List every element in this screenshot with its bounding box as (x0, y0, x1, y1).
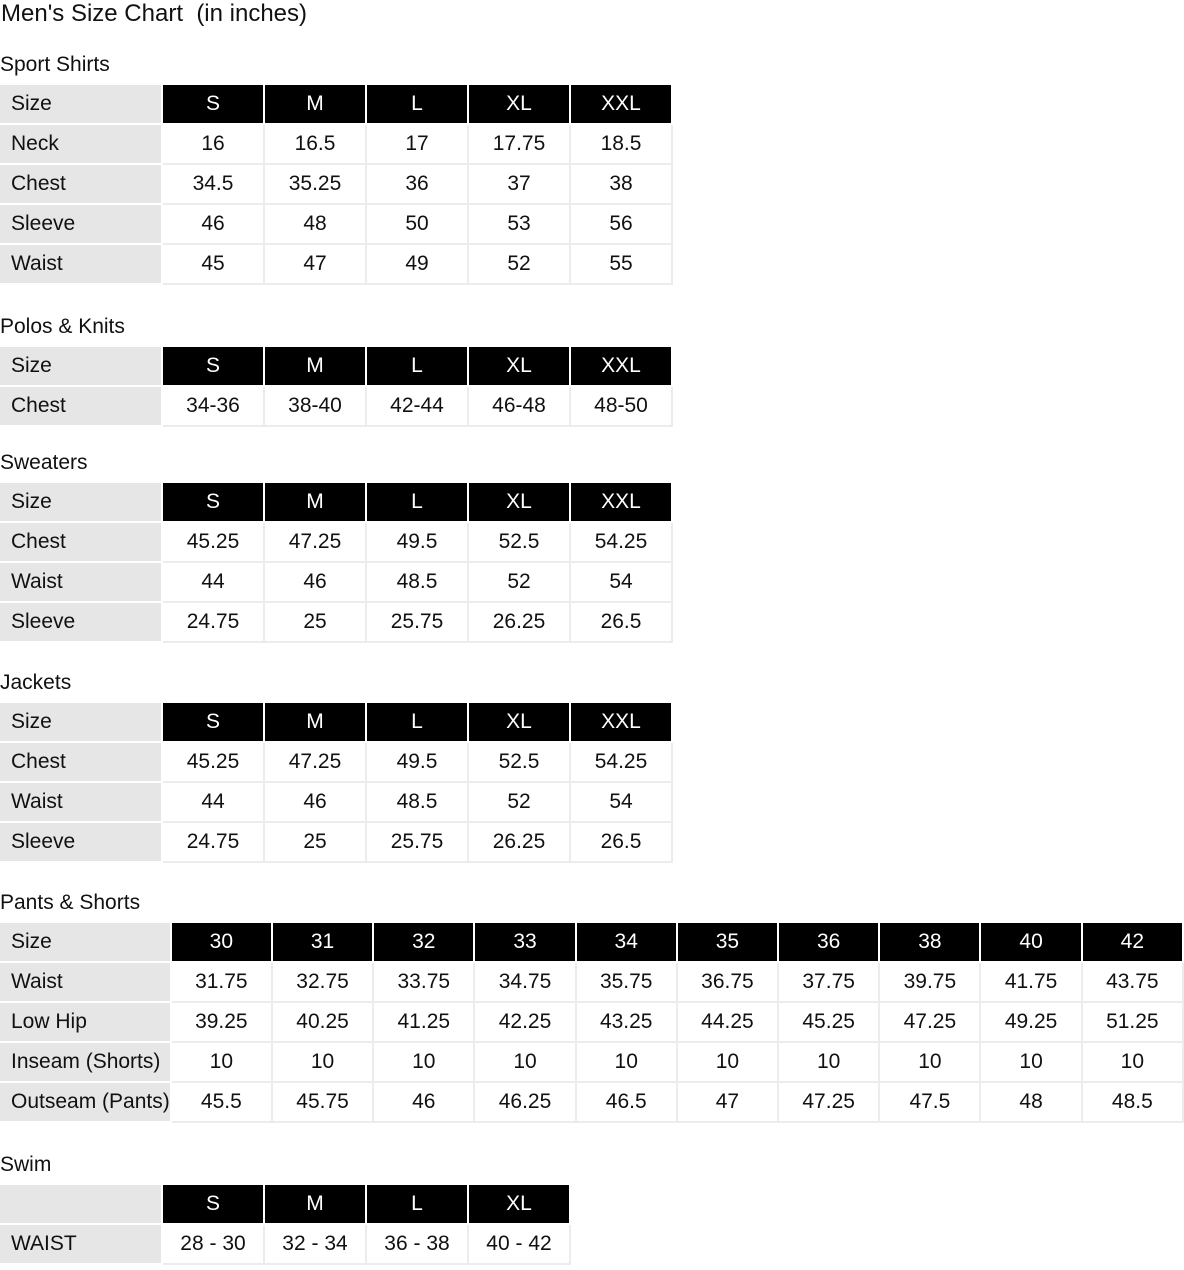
size-column-header: M (265, 703, 367, 743)
measurement-value: 52.5 (469, 523, 571, 563)
size-column-header: XL (469, 703, 571, 743)
measurement-value: 16 (163, 125, 265, 165)
measurement-value: 45.25 (163, 743, 265, 783)
table-row (0, 523, 673, 563)
size-table-pants-shorts (0, 923, 1184, 1123)
size-header-label: Size (0, 483, 163, 523)
measurement-value: 34-36 (163, 387, 265, 427)
measurement-value: 53 (469, 205, 571, 245)
measurement-value: 51.25 (1083, 1003, 1184, 1043)
size-column-header: XXL (571, 483, 673, 523)
measurement-value: 48.5 (367, 563, 469, 603)
size-column-header: 30 (172, 923, 273, 963)
size-column-header: XXL (571, 703, 673, 743)
section-title-swim: Swim (0, 1153, 52, 1176)
size-header-row (0, 483, 673, 523)
size-column-header: S (163, 1185, 265, 1225)
measurement-value: 36 (367, 165, 469, 205)
section-title-polos-knits: Polos & Knits (0, 315, 125, 338)
measurement-value: 28 - 30 (163, 1225, 265, 1265)
measurement-value: 45 (163, 245, 265, 285)
measurement-label: Waist (0, 963, 172, 1003)
table-row (0, 1083, 1184, 1123)
measurement-value: 34.5 (163, 165, 265, 205)
table-row (0, 783, 673, 823)
size-column-header: 40 (981, 923, 1082, 963)
measurement-value: 25 (265, 603, 367, 643)
size-table-swim (0, 1185, 571, 1265)
measurement-value: 25 (265, 823, 367, 863)
size-column-header: S (163, 85, 265, 125)
measurement-value: 46-48 (469, 387, 571, 427)
table-row (0, 165, 673, 205)
measurement-value: 37.75 (779, 963, 880, 1003)
measurement-value: 46 (265, 563, 367, 603)
measurement-value: 26.25 (469, 603, 571, 643)
measurement-value: 48 (265, 205, 367, 245)
size-table-sport-shirts (0, 85, 673, 285)
measurement-value: 45.25 (779, 1003, 880, 1043)
table-row (0, 963, 1184, 1003)
measurement-value: 46.25 (475, 1083, 576, 1123)
measurement-label: Chest (0, 523, 163, 563)
measurement-value: 56 (571, 205, 673, 245)
table-row (0, 823, 673, 863)
measurement-value: 10 (1083, 1043, 1184, 1083)
size-header-row (0, 923, 1184, 963)
size-header-label: Size (0, 347, 163, 387)
measurement-value: 25.75 (367, 603, 469, 643)
size-header-row (0, 703, 673, 743)
size-column-header: S (163, 703, 265, 743)
measurement-value: 49 (367, 245, 469, 285)
measurement-value: 41.75 (981, 963, 1082, 1003)
measurement-value: 32.75 (273, 963, 374, 1003)
measurement-label: WAIST (0, 1225, 163, 1265)
measurement-label: Waist (0, 563, 163, 603)
table-row (0, 1003, 1184, 1043)
measurement-value: 37 (469, 165, 571, 205)
measurement-value: 38-40 (265, 387, 367, 427)
size-column-header: XL (469, 1185, 571, 1225)
measurement-value: 10 (779, 1043, 880, 1083)
size-header-label: Size (0, 85, 163, 125)
measurement-value: 54.25 (571, 523, 673, 563)
size-column-header: M (265, 1185, 367, 1225)
measurement-label: Low Hip (0, 1003, 172, 1043)
measurement-value: 54 (571, 563, 673, 603)
measurement-label: Chest (0, 743, 163, 783)
measurement-value: 16.5 (265, 125, 367, 165)
size-header-row (0, 347, 673, 387)
measurement-value: 48.5 (1083, 1083, 1184, 1123)
measurement-value: 32 - 34 (265, 1225, 367, 1265)
measurement-value: 26.25 (469, 823, 571, 863)
size-column-header: 32 (374, 923, 475, 963)
table-row (0, 245, 673, 285)
table-row (0, 1225, 571, 1265)
size-column-header: 38 (880, 923, 981, 963)
size-header-label (0, 1185, 163, 1225)
table-row (0, 387, 673, 427)
size-column-header: 36 (779, 923, 880, 963)
measurement-value: 46 (163, 205, 265, 245)
measurement-value: 24.75 (163, 603, 265, 643)
measurement-label: Waist (0, 245, 163, 285)
measurement-value: 26.5 (571, 603, 673, 643)
measurement-value: 45.25 (163, 523, 265, 563)
measurement-value: 10 (374, 1043, 475, 1083)
measurement-value: 41.25 (374, 1003, 475, 1043)
measurement-value: 50 (367, 205, 469, 245)
measurement-value: 44.25 (678, 1003, 779, 1043)
measurement-value: 40 - 42 (469, 1225, 571, 1265)
measurement-value: 47 (678, 1083, 779, 1123)
measurement-value: 25.75 (367, 823, 469, 863)
measurement-value: 54.25 (571, 743, 673, 783)
size-header-label: Size (0, 703, 163, 743)
size-column-header: L (367, 1185, 469, 1225)
measurement-value: 47.25 (880, 1003, 981, 1043)
measurement-value: 52 (469, 783, 571, 823)
measurement-value: 49.5 (367, 523, 469, 563)
measurement-value: 47.5 (880, 1083, 981, 1123)
size-column-header: XXL (571, 85, 673, 125)
measurement-value: 26.5 (571, 823, 673, 863)
measurement-value: 52.5 (469, 743, 571, 783)
measurement-value: 52 (469, 245, 571, 285)
size-column-header: XL (469, 483, 571, 523)
size-header-label: Size (0, 923, 172, 963)
measurement-label: Outseam (Pants) (0, 1083, 172, 1123)
size-column-header: L (367, 347, 469, 387)
measurement-value: 17 (367, 125, 469, 165)
measurement-value: 33.75 (374, 963, 475, 1003)
section-title-pants-shorts: Pants & Shorts (0, 891, 141, 914)
size-column-header: M (265, 347, 367, 387)
measurement-label: Sleeve (0, 823, 163, 863)
measurement-value: 49.5 (367, 743, 469, 783)
measurement-value: 46 (374, 1083, 475, 1123)
page-title: Men's Size Chart (in inches) (1, 0, 308, 27)
measurement-value: 46.5 (577, 1083, 678, 1123)
measurement-value: 10 (475, 1043, 576, 1083)
measurement-value: 18.5 (571, 125, 673, 165)
measurement-label: Chest (0, 165, 163, 205)
measurement-label: Sleeve (0, 205, 163, 245)
size-column-header: 33 (475, 923, 576, 963)
measurement-value: 48 (981, 1083, 1082, 1123)
size-column-header: L (367, 703, 469, 743)
measurement-label: Neck (0, 125, 163, 165)
measurement-value: 44 (163, 563, 265, 603)
measurement-value: 10 (273, 1043, 374, 1083)
table-row (0, 603, 673, 643)
measurement-value: 10 (981, 1043, 1082, 1083)
size-column-header: S (163, 483, 265, 523)
size-header-row (0, 85, 673, 125)
measurement-value: 10 (880, 1043, 981, 1083)
measurement-value: 47.25 (265, 523, 367, 563)
size-column-header: M (265, 483, 367, 523)
measurement-value: 49.25 (981, 1003, 1082, 1043)
size-column-header: XXL (571, 347, 673, 387)
size-column-header: 34 (577, 923, 678, 963)
measurement-value: 42-44 (367, 387, 469, 427)
measurement-value: 55 (571, 245, 673, 285)
measurement-value: 38 (571, 165, 673, 205)
measurement-value: 46 (265, 783, 367, 823)
measurement-value: 24.75 (163, 823, 265, 863)
measurement-value: 45.5 (172, 1083, 273, 1123)
measurement-value: 48-50 (571, 387, 673, 427)
measurement-value: 10 (678, 1043, 779, 1083)
measurement-label: Inseam (Shorts) (0, 1043, 172, 1083)
measurement-value: 31.75 (172, 963, 273, 1003)
measurement-value: 43.75 (1083, 963, 1184, 1003)
size-table-polos-knits (0, 347, 673, 427)
measurement-value: 47.25 (265, 743, 367, 783)
measurement-value: 40.25 (273, 1003, 374, 1043)
size-column-header: S (163, 347, 265, 387)
section-title-sweaters: Sweaters (0, 451, 88, 474)
measurement-value: 10 (172, 1043, 273, 1083)
table-row (0, 563, 673, 603)
table-row (0, 125, 673, 165)
size-column-header: 42 (1083, 923, 1184, 963)
size-column-header: 35 (678, 923, 779, 963)
measurement-value: 44 (163, 783, 265, 823)
measurement-value: 39.75 (880, 963, 981, 1003)
size-header-row (0, 1185, 571, 1225)
measurement-label: Chest (0, 387, 163, 427)
measurement-value: 54 (571, 783, 673, 823)
section-title-jackets: Jackets (0, 671, 72, 694)
size-column-header: XL (469, 347, 571, 387)
measurement-value: 36 - 38 (367, 1225, 469, 1265)
measurement-value: 39.25 (172, 1003, 273, 1043)
measurement-value: 35.25 (265, 165, 367, 205)
measurement-value: 52 (469, 563, 571, 603)
measurement-label: Sleeve (0, 603, 163, 643)
measurement-value: 43.25 (577, 1003, 678, 1043)
measurement-label: Waist (0, 783, 163, 823)
size-column-header: L (367, 483, 469, 523)
measurement-value: 36.75 (678, 963, 779, 1003)
measurement-value: 47 (265, 245, 367, 285)
measurement-value: 34.75 (475, 963, 576, 1003)
measurement-value: 17.75 (469, 125, 571, 165)
size-column-header: XL (469, 85, 571, 125)
measurement-value: 47.25 (779, 1083, 880, 1123)
section-title-sport-shirts: Sport Shirts (0, 53, 110, 76)
size-column-header: L (367, 85, 469, 125)
table-row (0, 1043, 1184, 1083)
measurement-value: 45.75 (273, 1083, 374, 1123)
size-table-jackets (0, 703, 673, 863)
measurement-value: 42.25 (475, 1003, 576, 1043)
measurement-value: 10 (577, 1043, 678, 1083)
table-row (0, 205, 673, 245)
measurement-value: 35.75 (577, 963, 678, 1003)
size-column-header: M (265, 85, 367, 125)
size-column-header: 31 (273, 923, 374, 963)
measurement-value: 48.5 (367, 783, 469, 823)
table-row (0, 743, 673, 783)
size-table-sweaters (0, 483, 673, 643)
